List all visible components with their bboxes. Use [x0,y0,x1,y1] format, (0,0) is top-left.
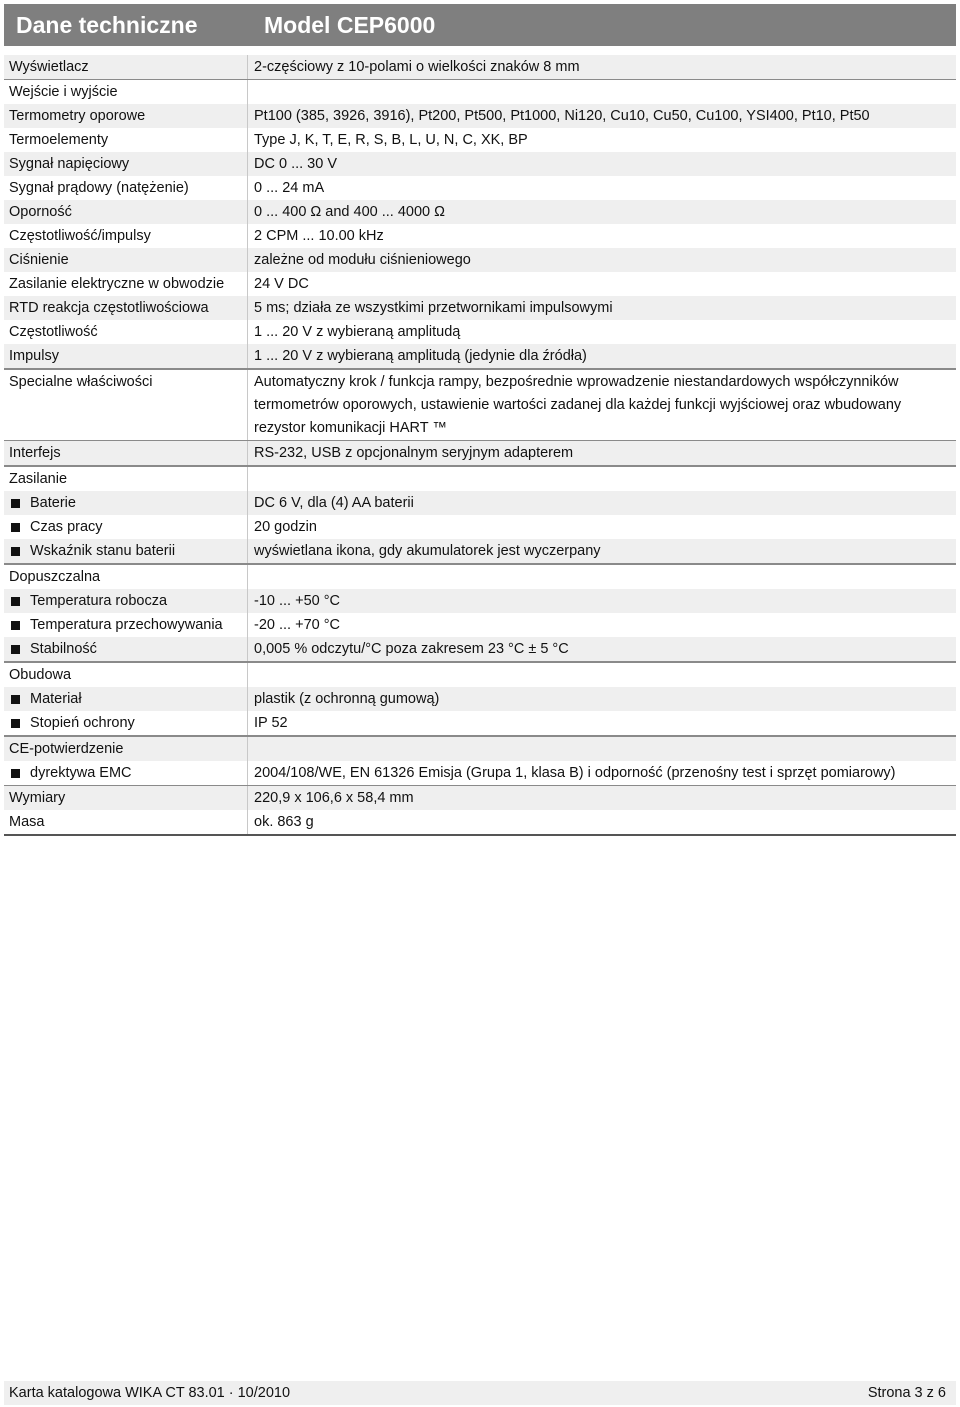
bullet-square-icon [11,547,20,556]
spec-label [4,491,248,515]
spec-row [4,711,956,736]
spec-value: 5 ms; działa ze wszystkimi przetwornikami impulsowymi [254,300,613,316]
spec-value: 1 ... 20 V z wybieraną amplitudą [254,324,461,340]
spec-label-text: RTD reakcja częstotliwościowa [9,300,209,316]
spec-label-text: dyrektywa EMC [30,765,132,781]
spec-value: 2 CPM ... 10.00 kHz [254,228,384,244]
spec-label-text: CE-potwierdzenie [9,741,124,757]
spec-label [4,810,248,834]
spec-row [4,104,956,128]
spec-value: zależne od modułu ciśnieniowego [254,252,471,268]
spec-row [4,786,956,810]
spec-row [4,539,956,564]
spec-label-text: Dopuszczalna [9,569,101,585]
bullet-square-icon [11,719,20,728]
spec-value: Pt100 (385, 3926, 3916), Pt200, Pt500, Pt1000, Ni120, Cu10, Cu50, Cu100, YSI400, Pt10, Pt50 [254,108,870,124]
spec-label [4,104,248,128]
spec-label-text: Zasilanie elektryczne w obwodzie [9,276,225,292]
spec-label-text: Masa [9,814,45,830]
spec-row [4,79,956,104]
spec-row [4,637,956,662]
spec-label [4,565,248,589]
spec-row [4,128,956,152]
spec-label-text: Termometry oporowe [9,108,146,124]
spec-value: 0,005 % odczytu/°C poza zakresem 23 °C ± 5 °C [254,641,569,657]
spec-value: DC 0 ... 30 V [254,156,338,172]
spec-row [4,662,956,687]
spec-row [4,736,956,761]
spec-value: -20 ... +70 °C [254,617,340,633]
spec-label-text: Baterie [30,495,76,511]
spec-label [4,711,248,735]
bullet-square-icon [11,523,20,532]
spec-value: 1 ... 20 V z wybieraną amplitudą (jedynie dla źródła) [254,348,587,364]
spec-label-text: Oporność [9,204,72,220]
spec-label-text: Sygnał napięciowy [9,156,130,172]
spec-value: 2-częściowy z 10-polami o wielkości znaków 8 mm [254,59,580,75]
spec-row [4,320,956,344]
spec-label [4,128,248,152]
spec-value: 0 ... 24 mA [254,180,325,196]
spec-row [4,55,956,79]
spec-row [4,248,956,272]
spec-row [4,810,956,836]
spec-label [4,786,248,810]
spec-label [4,344,248,368]
spec-label [4,737,248,761]
bullet-square-icon [11,645,20,654]
spec-label [4,200,248,224]
spec-value [248,737,956,761]
spec-label-text: Materiał [30,691,82,707]
footer-page-number: Strona 3 z 6 [867,1385,946,1401]
spec-label [4,152,248,176]
spec-label-text: Impulsy [9,348,59,364]
spec-value [248,663,956,687]
spec-label-text: Sygnał prądowy (natężenie) [9,180,189,196]
spec-value: DC 6 V, dla (4) AA baterii [254,495,414,511]
spec-row [4,441,956,466]
spec-value: Type J, K, T, E, R, S, B, L, U, N, C, XK, BP [254,132,528,148]
spec-value: 220,9 x 106,6 x 58,4 mm [254,790,414,806]
spec-row [4,152,956,176]
spec-value: IP 52 [254,715,288,731]
spec-row [4,224,956,248]
spec-row [4,564,956,589]
spec-value: Automatyczny krok / funkcja rampy, bezpośrednie wprowadzenie niestandardowych współczynników termometrów oporowych, ustawienie wartości zadanej dla każdej funkcji wyjściowej oraz wbudowany rezystor komunikacji HART ™ [254,374,902,436]
bullet-square-icon [11,769,20,778]
bullet-square-icon [11,621,20,630]
spec-row [4,515,956,539]
spec-row [4,369,956,441]
spec-label-text: Wejście i wyjście [9,84,118,100]
spec-label-text: Wymiary [9,790,66,806]
spec-label [4,663,248,687]
spec-label-text: Wyświetlacz [9,59,89,75]
spec-label-text: Interfejs [9,445,61,461]
spec-row [4,466,956,491]
spec-value [248,565,956,589]
spec-table [4,55,956,836]
spec-label-text: Czas pracy [30,519,103,535]
spec-label-text: Specialne właściwości [9,374,153,390]
spec-label [4,80,248,104]
spec-value: -10 ... +50 °C [254,593,340,609]
spec-label [4,761,248,785]
spec-row [4,272,956,296]
spec-label [4,224,248,248]
spec-label [4,176,248,200]
spec-row [4,613,956,637]
spec-row [4,589,956,613]
page-header [4,4,956,46]
spec-label [4,539,248,563]
spec-label [4,687,248,711]
spec-label-text: Temperatura robocza [30,593,168,609]
spec-label [4,589,248,613]
spec-label [4,515,248,539]
spec-row [4,200,956,224]
spec-label-text: Termoelementy [9,132,109,148]
spec-value: 0 ... 400 Ω and 400 ... 4000 Ω [254,204,445,220]
spec-label-text: Ciśnienie [9,252,69,268]
spec-label-text: Wskaźnik stanu baterii [30,543,176,559]
bullet-square-icon [11,597,20,606]
spec-label-text: Temperatura przechowywania [30,617,223,633]
spec-label-text: Zasilanie [9,471,68,487]
model-title: Model CEP6000 [264,12,436,38]
spec-row [4,491,956,515]
spec-label [4,370,248,440]
spec-value: 2004/108/WE, EN 61326 Emisja (Grupa 1, klasa B) i odporność (przenośny test i sprzęt pomiarowy) [254,765,896,781]
spec-value [248,80,956,104]
spec-row [4,176,956,200]
spec-value: plastik (z ochronną gumową) [254,691,440,707]
spec-label-text: Stopień ochrony [30,715,135,731]
spec-value: 20 godzin [254,519,317,535]
spec-value: wyświetlana ikona, gdy akumulatorek jest wyczerpany [254,543,601,559]
spec-value: 24 V DC [254,276,309,292]
spec-row [4,296,956,320]
spec-value [248,467,956,491]
spec-label [4,248,248,272]
spec-value: ok. 863 g [254,814,314,830]
page-footer [4,1381,956,1405]
spec-row [4,761,956,786]
bullet-square-icon [11,499,20,508]
spec-label-text: Obudowa [9,667,72,683]
spec-label [4,637,248,661]
spec-label [4,55,248,79]
spec-row [4,344,956,369]
spec-label [4,296,248,320]
spec-row [4,687,956,711]
spec-label [4,467,248,491]
spec-label [4,441,248,465]
bullet-square-icon [11,695,20,704]
spec-label [4,320,248,344]
spec-label-text: Częstotliwość [9,324,98,340]
spec-label [4,272,248,296]
spec-label-text: Częstotliwość/impulsy [9,228,151,244]
spec-value: RS-232, USB z opcjonalnym seryjnym adapterem [254,445,574,461]
spec-label [4,613,248,637]
page-title: Dane techniczne [16,12,198,38]
footer-catalog-ref: Karta katalogowa WIKA CT 83.01 · 10/2010 [9,1385,291,1401]
spec-label-text: Stabilność [30,641,97,657]
